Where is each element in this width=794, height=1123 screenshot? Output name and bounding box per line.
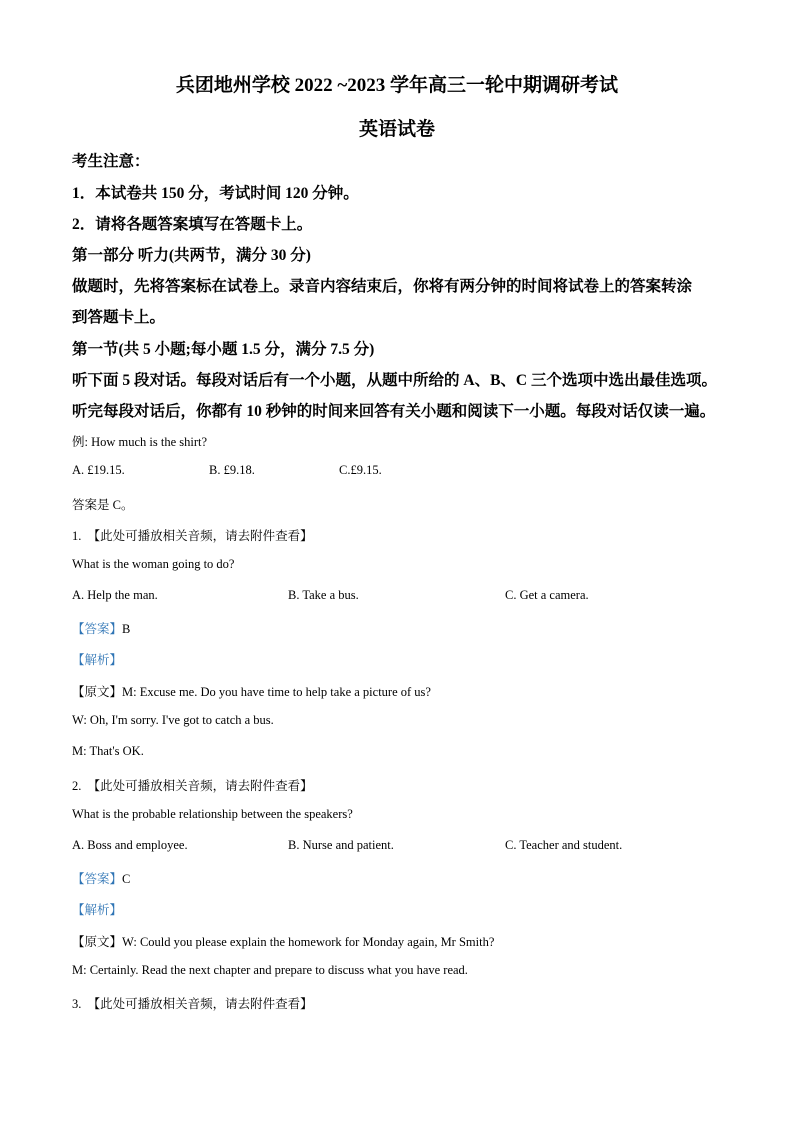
section1-instruction-line-1: 听下面 5 段对话。每段对话后有一个小题，从题中所给的 A、B、C 三个选项中选出最佳选项。 — [72, 372, 717, 389]
question-1-option-c: C. Get a camera. — [505, 588, 589, 602]
question-1-transcript-line-1 — [72, 682, 431, 700]
question-1-option-a: A. Help the man. — [72, 588, 158, 602]
question-2-analysis — [72, 900, 122, 918]
question-2-text: What is the probable relationship between the speakers? — [72, 807, 353, 821]
question-1-transcript-line-2: W: Oh, I'm sorry. I've got to catch a bus. — [72, 713, 274, 727]
exam-subtitle: 英语试卷 — [358, 119, 435, 140]
question-number: 3. — [72, 997, 82, 1011]
audio-placeholder: 【此处可播放相关音频，请去附件查看】 — [87, 779, 313, 793]
question-2-option-c: C. Teacher and student. — [505, 838, 623, 852]
part1-instruction-line-2: 到答题卡上。 — [72, 309, 166, 326]
notice-item-2: 2．请将各题答案填写在答题卡上。 — [72, 216, 313, 233]
question-2-option-a: A. Boss and employee. — [72, 838, 188, 852]
question-1-option-b: B. Take a bus. — [288, 588, 359, 602]
audio-placeholder: 【此处可播放相关音频，请去附件查看】 — [87, 997, 313, 1011]
answer-value: B — [122, 622, 131, 636]
answer-tag: 【答案】 — [72, 622, 123, 636]
section1-instruction-line-2: 听完每段对话后，你都有 10 秒钟的时间来回答有关小题和阅读下一小题。每段对话仅读一遍。 — [72, 403, 716, 420]
question-2-option-b: B. Nurse and patient. — [288, 838, 394, 852]
question-1-answer — [72, 619, 130, 637]
analysis-tag: 【解析】 — [72, 903, 123, 917]
example-option-c: C.£9.15. — [339, 463, 382, 477]
section1-heading: 第一节(共 5 小题;每小题 1.5 分，满分 7.5 分) — [72, 341, 375, 358]
question-2-transcript-line-2: M: Certainly. Read the next chapter and prepare to discuss what you have read. — [72, 963, 468, 977]
part1-heading: 第一部分 听力(共两节，满分 30 分) — [72, 247, 311, 264]
question-1-analysis — [72, 650, 122, 668]
question-2-transcript-line-1 — [72, 932, 494, 950]
example-option-b: B. £9.18. — [209, 463, 255, 477]
part1-instruction-line-1: 做题时，先将答案标在试卷上。录音内容结束后，你将有两分钟的时间将试卷上的答案转涂 — [72, 278, 693, 295]
question-number: 1. — [72, 529, 82, 543]
original-tag: 【原文】 — [72, 935, 123, 949]
audio-placeholder: 【此处可播放相关音频，请去附件查看】 — [87, 529, 313, 543]
analysis-tag: 【解析】 — [72, 653, 123, 667]
notice-item-1: 1．本试卷共 150 分，考试时间 120 分钟。 — [72, 185, 359, 202]
notice-heading: 考生注意： — [72, 153, 150, 170]
question-2-header — [72, 776, 313, 794]
example-answer: 答案是 C。 — [72, 498, 134, 512]
question-1-transcript-line-3: M: That's OK. — [72, 744, 144, 758]
question-3-header — [72, 994, 313, 1012]
question-2-answer — [72, 869, 130, 887]
question-1-header — [72, 526, 313, 544]
transcript-text: W: Could you please explain the homework for Monday again, Mr Smith? — [122, 935, 495, 949]
question-1-text: What is the woman going to do? — [72, 557, 235, 571]
exam-title: 兵团地州学校 2022 ~2023 学年高三一轮中期调研考试 — [175, 75, 619, 96]
question-number: 2. — [72, 779, 82, 793]
transcript-text: M: Excuse me. Do you have time to help take a picture of us? — [122, 685, 431, 699]
original-tag: 【原文】 — [72, 685, 123, 699]
answer-tag: 【答案】 — [72, 872, 123, 886]
example-question: 例: How much is the shirt? — [72, 435, 208, 449]
example-option-a: A. £19.15. — [72, 463, 125, 477]
answer-value: C — [122, 872, 131, 886]
